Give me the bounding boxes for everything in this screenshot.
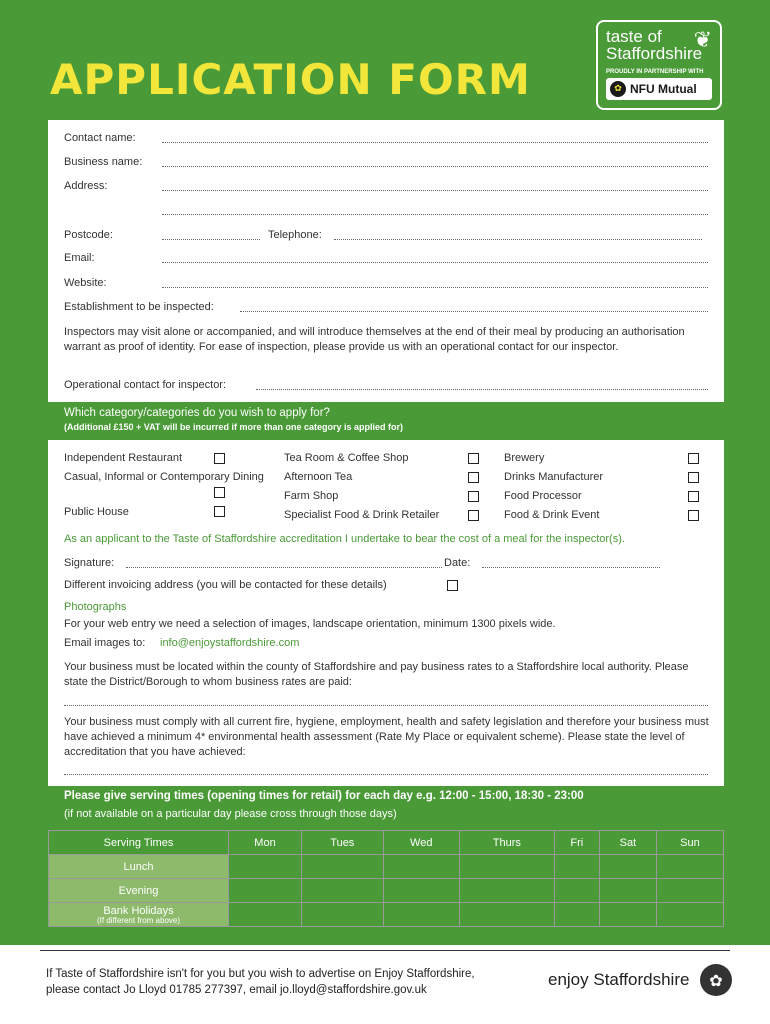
time-cell[interactable] bbox=[656, 903, 723, 927]
category-subheading: (Additional £150 + VAT will be incurred if more than one category is applied for) bbox=[64, 422, 403, 432]
checkbox-specialist-retailer[interactable] bbox=[468, 510, 479, 521]
checkbox-afternoon-tea[interactable] bbox=[468, 472, 479, 483]
nfu-mutual-logo bbox=[606, 78, 712, 100]
category-independent-restaurant: Independent Restaurant bbox=[64, 452, 183, 464]
category-food-drink-event: Food & Drink Event bbox=[504, 509, 600, 521]
table-row bbox=[49, 903, 724, 927]
day-header: Sat bbox=[599, 831, 656, 855]
business-name-label: Business name: bbox=[64, 156, 143, 168]
checkbox-farm-shop[interactable] bbox=[468, 491, 479, 502]
declaration-text: As an applicant to the Taste of Staffordshire accreditation I undertake to bear the cost of a meal for the inspector(s). bbox=[64, 533, 625, 545]
postcode-field[interactable] bbox=[162, 239, 260, 240]
page-title: APPLICATION FORM bbox=[50, 55, 531, 104]
category-heading: Which category/categories do you wish to apply for? bbox=[64, 407, 330, 419]
date-field[interactable] bbox=[482, 567, 660, 568]
postcode-label: Postcode: bbox=[64, 229, 113, 241]
serving-times-corner: Serving Times bbox=[49, 831, 229, 855]
time-cell[interactable] bbox=[302, 903, 384, 927]
category-brewery: Brewery bbox=[504, 452, 545, 464]
enjoy-staffordshire-logo: enjoy Staffordshire bbox=[548, 970, 690, 989]
time-cell[interactable] bbox=[459, 903, 554, 927]
logo-text-line1: taste of bbox=[606, 27, 662, 46]
photographs-email-link[interactable]: info@enjoystaffordshire.com bbox=[160, 637, 300, 649]
district-field[interactable] bbox=[64, 705, 708, 706]
enjoy-staffordshire-knot-icon: ✿ bbox=[700, 964, 732, 996]
bank-holidays-label: Bank Holidays bbox=[103, 904, 174, 917]
day-header: Thurs bbox=[459, 831, 554, 855]
time-cell[interactable] bbox=[554, 879, 599, 903]
address-label: Address: bbox=[64, 180, 108, 192]
location-text: Your business must be located within the county of Staffordshire and pay business rates to a Staffordshire local authority. Please state the District/Borough to whom business rates are paid: bbox=[64, 661, 689, 688]
categories-panel bbox=[48, 440, 724, 786]
telephone-field[interactable] bbox=[334, 239, 702, 240]
table-row bbox=[49, 855, 724, 879]
establishment-label: Establishment to be inspected: bbox=[64, 301, 214, 313]
accreditation-field[interactable] bbox=[64, 774, 708, 775]
checkbox-food-processor[interactable] bbox=[688, 491, 699, 502]
telephone-label: Telephone: bbox=[268, 229, 322, 241]
category-afternoon-tea: Afternoon Tea bbox=[284, 471, 353, 483]
establishment-field[interactable] bbox=[240, 311, 708, 312]
photographs-text: For your web entry we need a selection of images, landscape orientation, minimum 1300 pixels wide. bbox=[64, 618, 556, 630]
time-cell[interactable] bbox=[459, 855, 554, 879]
operational-contact-field[interactable] bbox=[256, 389, 708, 390]
contact-details-panel bbox=[48, 120, 724, 402]
footer-divider bbox=[40, 950, 730, 951]
category-food-processor: Food Processor bbox=[504, 490, 582, 502]
time-cell[interactable] bbox=[302, 855, 384, 879]
category-drinks-manufacturer: Drinks Manufacturer bbox=[504, 471, 604, 483]
business-name-field[interactable] bbox=[162, 166, 708, 167]
time-cell[interactable] bbox=[229, 855, 302, 879]
email-label: Email: bbox=[64, 252, 95, 264]
nfu-icon: ✿ bbox=[610, 81, 626, 97]
date-label: Date: bbox=[444, 557, 471, 569]
checkbox-casual-dining[interactable] bbox=[214, 487, 225, 498]
category-specialist-retailer: Specialist Food & Drink Retailer bbox=[284, 509, 440, 521]
operational-contact-label: Operational contact for inspector: bbox=[64, 379, 227, 391]
taste-of-staffordshire-logo bbox=[596, 20, 722, 110]
footer-line2: please contact Jo Lloyd 01785 277397, email jo.lloyd@staffordshire.gov.uk bbox=[46, 984, 427, 996]
address-field-line1[interactable] bbox=[162, 190, 708, 191]
signature-label: Signature: bbox=[64, 557, 115, 569]
inspectors-note: Inspectors may visit alone or accompanied, and will introduce themselves at the end of their meal by producing an authorisation warrant as proof of identity. For ease of inspection, please provide us with an operational contact for our inspector. bbox=[64, 326, 685, 353]
category-tea-room: Tea Room & Coffee Shop bbox=[284, 452, 409, 464]
photographs-heading: Photographs bbox=[64, 601, 127, 613]
compliance-text: Your business must comply with all current fire, hygiene, employment, health and safety legislation and therefore your business must have achieved a minimum 4* environmental health assessment (Rate My Place or equivalent scheme). Please state the level of accreditation that you have achieved: bbox=[64, 716, 709, 758]
time-cell[interactable] bbox=[599, 903, 656, 927]
contact-name-field[interactable] bbox=[162, 142, 708, 143]
time-cell[interactable] bbox=[599, 855, 656, 879]
time-cell[interactable] bbox=[383, 855, 459, 879]
time-cell[interactable] bbox=[554, 855, 599, 879]
time-cell[interactable] bbox=[383, 879, 459, 903]
time-cell[interactable] bbox=[554, 903, 599, 927]
checkbox-tea-room[interactable] bbox=[468, 453, 479, 464]
checkbox-brewery[interactable] bbox=[688, 453, 699, 464]
serving-heading: Please give serving times (opening times for retail) for each day e.g. 12:00 - 15:00, 18:30 - 23:00 bbox=[64, 790, 584, 802]
footer-text bbox=[46, 966, 475, 998]
photographs-email-prefix: Email images to: bbox=[64, 637, 146, 649]
category-farm-shop: Farm Shop bbox=[284, 490, 339, 502]
serving-subheading: (if not available on a particular day please cross through those days) bbox=[64, 808, 397, 820]
email-field[interactable] bbox=[162, 262, 708, 263]
checkbox-independent-restaurant[interactable] bbox=[214, 453, 225, 464]
time-cell[interactable] bbox=[229, 903, 302, 927]
row-label-evening: Evening bbox=[49, 879, 229, 903]
checkbox-drinks-manufacturer[interactable] bbox=[688, 472, 699, 483]
day-header: Sun bbox=[656, 831, 723, 855]
time-cell[interactable] bbox=[656, 879, 723, 903]
day-header: Mon bbox=[229, 831, 302, 855]
website-label: Website: bbox=[64, 277, 107, 289]
checkbox-invoicing[interactable] bbox=[447, 580, 458, 591]
day-header: Fri bbox=[554, 831, 599, 855]
checkbox-public-house[interactable] bbox=[214, 506, 225, 517]
time-cell[interactable] bbox=[599, 879, 656, 903]
table-row bbox=[49, 879, 724, 903]
day-header: Wed bbox=[383, 831, 459, 855]
contact-name-label: Contact name: bbox=[64, 132, 136, 144]
time-cell[interactable] bbox=[459, 879, 554, 903]
invoicing-label: Different invoicing address (you will be contacted for these details) bbox=[64, 579, 387, 591]
time-cell[interactable] bbox=[383, 903, 459, 927]
time-cell[interactable] bbox=[302, 879, 384, 903]
row-label-lunch: Lunch bbox=[49, 855, 229, 879]
logo-partner-text: PROUDLY IN PARTNERSHIP WITH bbox=[606, 69, 704, 75]
footer-line1: If Taste of Staffordshire isn't for you but you wish to advertise on Enjoy Staffordshire, bbox=[46, 968, 475, 980]
time-cell[interactable] bbox=[229, 879, 302, 903]
serving-times-table bbox=[48, 830, 724, 927]
category-casual-dining: Casual, Informal or Contemporary Dining bbox=[64, 471, 264, 483]
wheat-icon: ❦ bbox=[693, 28, 712, 53]
category-public-house: Public House bbox=[64, 506, 129, 518]
checkbox-food-drink-event[interactable] bbox=[688, 510, 699, 521]
address-field-line2[interactable] bbox=[162, 214, 708, 215]
time-cell[interactable] bbox=[656, 855, 723, 879]
nfu-text: NFU Mutual bbox=[630, 82, 697, 96]
website-field[interactable] bbox=[162, 287, 708, 288]
serving-header-row bbox=[49, 831, 724, 855]
day-header: Tues bbox=[302, 831, 384, 855]
signature-field[interactable] bbox=[126, 567, 442, 568]
row-label-bank-holidays bbox=[49, 903, 229, 927]
bank-holidays-note: (If different from above) bbox=[97, 915, 180, 925]
logo-text-line2: Staffordshire bbox=[606, 44, 703, 63]
